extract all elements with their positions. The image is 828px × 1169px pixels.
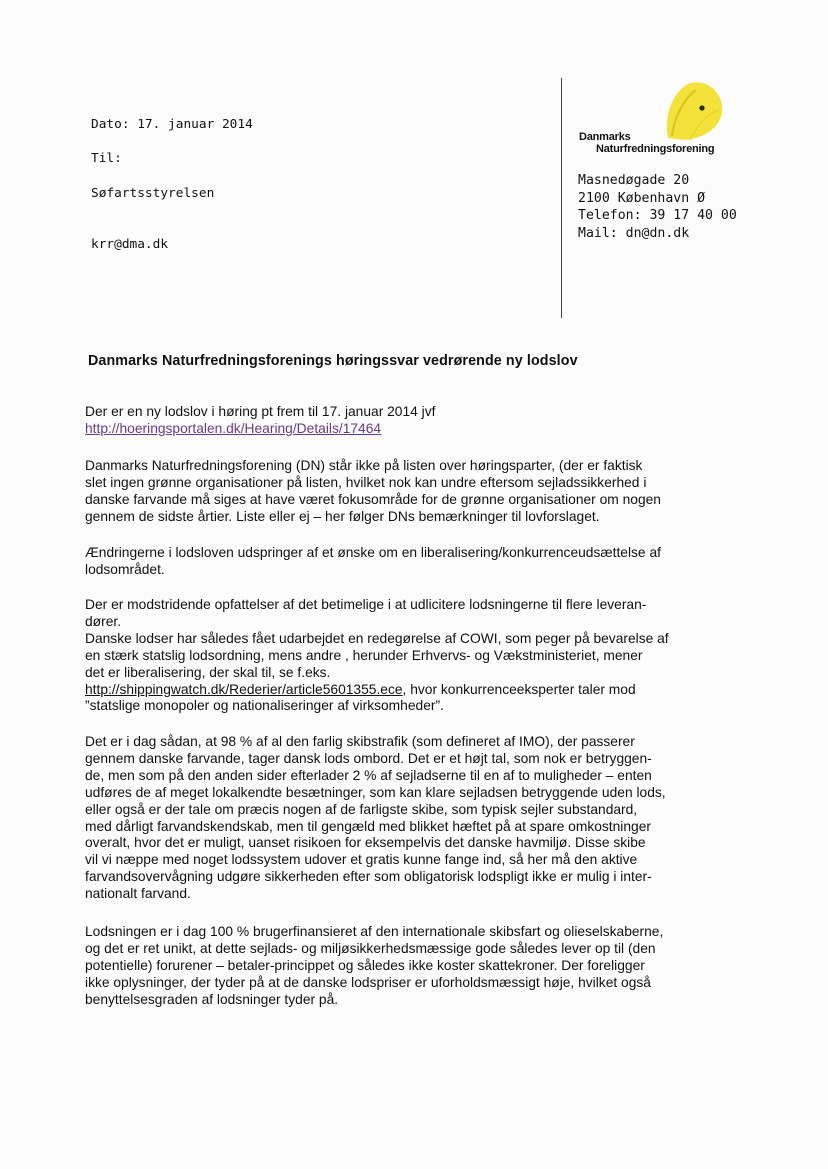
paragraph-line: overalt, hvor det er muligt, uanset risikoen for eksempelvis det danske havmiljø. Disse skibe [85,835,646,851]
logo-line-1: Danmarks [579,131,631,143]
paragraph-line: og det er ret unikt, at dette sejlads- og miljøsikkerhedsmæssige gode således lever op til (den [85,940,656,956]
paragraph-5 [85,924,725,1009]
sender-address [578,172,737,242]
paragraph-line: Det er i dag sådan, at 98 % af al den farlig skibstrafik (som defineret af IMO), der passerer [85,734,635,749]
hoeringsportalen-link[interactable]: http://hoeringsportalen.dk/Hearing/Details/17464 [85,420,382,436]
address-mail: Mail: dn@dn.dk [578,225,690,241]
paragraph-4 [85,734,725,903]
paragraph-line: udføres de af meget lokalkendte besætninger, som kan klare sejladsen betryggende uden lods, [85,784,666,800]
paragraph-line: potentielle) forurener – betaler-princippet og således ikke koster skattekroner. Der foreligger [85,957,645,973]
address-city: 2100 København Ø [578,190,706,206]
logo-line-2: Naturfredningsforening [596,143,715,155]
paragraph-line: benyttelsesgraden af lodsninger tyder på. [85,991,339,1007]
paragraph-line: eller også er der tale om præcis nogen af de farligste skibe, som typisk sejler substandard, [85,801,638,817]
paragraph-line: vil vi næppe med noget lodssystem udover et gratis kunne fange ind, så her må den aktive [85,852,638,868]
header-divider [561,78,562,318]
address-street: Masnedøgade 20 [578,173,690,188]
paragraph-line: nationalt farvand. [85,886,191,902]
logo-wordmark [579,131,714,155]
shippingwatch-after-link: , hvor konkurrenceeksperter taler mod [402,681,636,697]
paragraph-line: Der er modstridende opfattelser af det betimelige i at udlicitere lodsningerne til flere leveran- [85,597,647,612]
paragraph-line: Ændringerne i lodsloven udspringer af et ønske om en liberalisering/konkurrenceudsættelse af [85,545,661,560]
paragraph-line: farvandsovervågning udgøre sikkerheden efter som obligatorisk lodspligt ikke er mulig i inter- [85,869,652,885]
paragraph-line: danske farvande må siges at have været fokusområde for de grønne organisationer om nogen [85,491,661,507]
paragraph-line: en stærk statslig lodsordning, mens andre , herunder Erhvervs- og Vækstministeriet, mener [85,647,643,663]
paragraph-line: gennem danske farvande, tager dansk lods ombord. Det er et højt tal, som nok er betryggen- [85,750,652,766]
paragraph-line: de, men som på den anden sider efterlader 2 % af sejladserne til en af to muligheder – enten [85,767,652,783]
paragraph-line: med dårligt farvandskendskab, men til gengæld med blikket hæftet på at spare omkostninger [85,818,651,834]
paragraph-line: ikke oplysninger, der tyder på at de danske lodspriser er uforholdsmæssigt høje, hvilket også [85,974,651,990]
paragraph-line: Danske lodser har således fået udarbejdet en redegørelse af COWI, som peger på bevarelse af [85,630,669,646]
paragraph-line: Danmarks Naturfredningsforening (DN) står ikke på listen over høringsparter, (der er faktisk [85,458,643,473]
quote-line: ”statslige monopoler og nationaliseringer af virksomheder”. [85,698,444,714]
paragraph-line: Lodsningen er i dag 100 % brugerfinansieret af den internationale skibsfart og olieselskaberne, [85,924,664,939]
shippingwatch-line [85,682,725,699]
to-label: Til: [91,151,122,166]
recipient-email: krr@dma.dk [91,237,169,252]
paragraph-line: lodsområdet. [85,561,165,577]
paragraph-line: gennem de sidste årtier. Liste eller ej – her følger DNs bemærkninger til lovforslaget. [85,508,600,524]
intro-paragraph [85,404,725,438]
recipient-name: Søfartsstyrelsen [91,186,215,201]
paragraph-2 [85,545,725,579]
date-line: Dato: 17. januar 2014 [91,117,253,132]
shippingwatch-link[interactable]: http://shippingwatch.dk/Rederier/article5601355.ece [85,681,403,697]
paragraph-line: det er liberalisering, der skal til, se f.eks. [85,664,331,680]
paragraph-3 [85,597,725,715]
intro-line: Der er en ny lodslov i høring pt frem til 17. januar 2014 jvf [85,404,436,419]
paragraph-line: slet ingen grønne organisationer på listen, hvilket nok kan undre eftersom sejladssikkerhed i [85,474,647,490]
paragraph-line: dører. [85,613,122,629]
paragraph-1 [85,458,725,526]
address-phone: Telefon: 39 17 40 00 [578,208,737,223]
letter-title: Danmarks Naturfredningsforenings høringssvar vedrørende ny lodslov [88,353,578,369]
